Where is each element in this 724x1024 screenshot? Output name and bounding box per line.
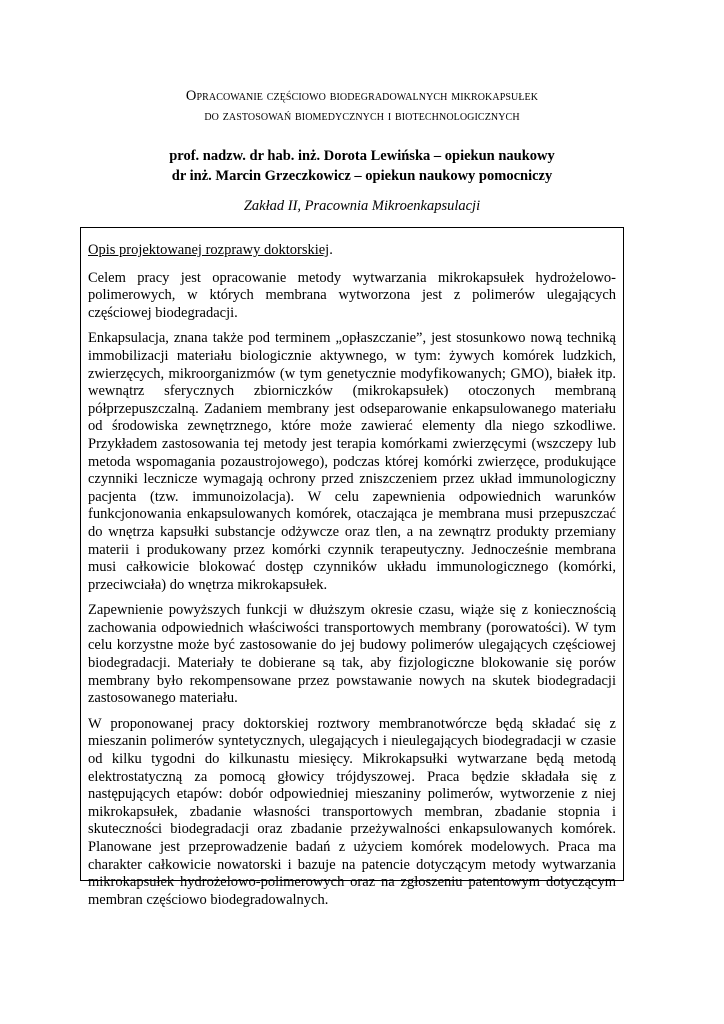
- paragraph-proposed-work: W proponowanej pracy doktorskiej roztwory membranotwórcze będą składać się z mieszanin polimerów syntetycznych, ulegających i nieulegających biodegradacji w czasie od kilku tygodni do kilkunastu miesięcy. Mikrokapsułki wytwarzane będą metodą elektrostatyczną za pomocą głowicy trójdyszowej. Praca będzie składała się z następujących etapów: dobór odpowiedniej mieszaniny polimerów, wytworzenie z niej mikrokapsułek, zbadanie własności transportowych membran, zbadanie stopnia i skuteczności biodegradacji oraz zbadanie przeżywalności enkapsulowanych komórek. Planowane jest przeprowadzenie badań z użyciem komórek modelowych. Praca ma charakter całkowicie nowatorski i bazuje na patencie dotyczącym metody wytwarzania mikrokapsułek hydrożelowo-polimerowych oraz na zgłoszeniu patentowym dotyczącym membran częściowo biodegradowalnych.: [88, 715, 616, 908]
- box-heading: [88, 242, 616, 260]
- supervisor-secondary: dr inż. Marcin Grzeczkowicz – opiekun naukowy pomocniczy: [171, 168, 553, 184]
- title-line-2: do zastosowań biomedycznych i biotechnologicznych: [204, 108, 520, 124]
- supervisor-primary: prof. nadzw. dr hab. inż. Dorota Lewińska – opiekun naukowy: [169, 148, 555, 164]
- box-heading-suffix: .: [329, 242, 333, 258]
- document-title: [60, 86, 664, 126]
- supervisors: [60, 146, 664, 186]
- paragraph-goal: Celem pracy jest opracowanie metody wytwarzania mikrokapsułek hydrożelowo-polimerowych, w których membrana wytworzona jest z polimerów ulegających częściowej biodegradacji.: [88, 269, 616, 321]
- box-heading-text: Opis projektowanej rozprawy doktorskiej: [88, 242, 330, 258]
- paragraph-membrane-function: Zapewnienie powyższych funkcji w dłuższym okresie czasu, wiąże się z koniecznością zachowania odpowiednich właściwości transportowych membrany (porowatości). W tym celu korzystne może być zastosowanie do jej budowy polimerów ulegających częściowej biodegradacji. Materiały te dobierane są tak, aby fizjologiczne blokowanie się porów membrany było rekompensowane przez powstawanie nowych na skutek biodegradacji zastosowanego materiału.: [88, 602, 616, 707]
- thesis-description-box: [80, 227, 624, 908]
- department: Zakład II, Pracownia Mikroenkapsulacji: [243, 198, 481, 214]
- title-line-1: Opracowanie częściowo biodegradowalnych mikrokapsułek: [185, 88, 539, 104]
- paragraph-encapsulation: Enkapsulacja, znana także pod terminem „opłaszczanie”, jest stosunkowo nową techniką immobilizacji materiału biologicznie aktywnego, w tym: żywych komórek ludzkich, zwierzęcych, mikroorganizmów (w tym genetycznie modyfikowanych; GMO), białek itp. wewnątrz sferycznych zbiorniczków (mikrokapsułek) otoczonych membraną półprzepuszczalną. Zadaniem membrany jest odseparowanie enkapsulowanego materiału od środowiska zewnętrznego, które może zawierać elementy dla niego szkodliwe. Przykładem zastosowania tej metody jest terapia komórkami zwierzęcymi (wszczepy lub metoda wspomagania pozaustrojowego), podczas której komórki zwierzęce, produkujące czynniki lecznicze wymagają ochrony przed zniszczeniem przez układ immunologiczny pacjenta (tzw. immunoizolacja). W celu zapewnienia odpowiednich warunków funkcjonowania enkapsulowanych komórek, otaczająca je membrana musi przepuszczać do wnętrza kapsułki substancje odżywcze oraz tlen, a na zewnątrz produkty przemiany materii i produkowany przez komórki czynnik terapeutyczny. Jednocześnie membrana musi całkowicie blokować dostęp czynników układu immunologicznego (komórki, przeciwciała) do wnętrza mikrokapsułek.: [88, 330, 616, 593]
